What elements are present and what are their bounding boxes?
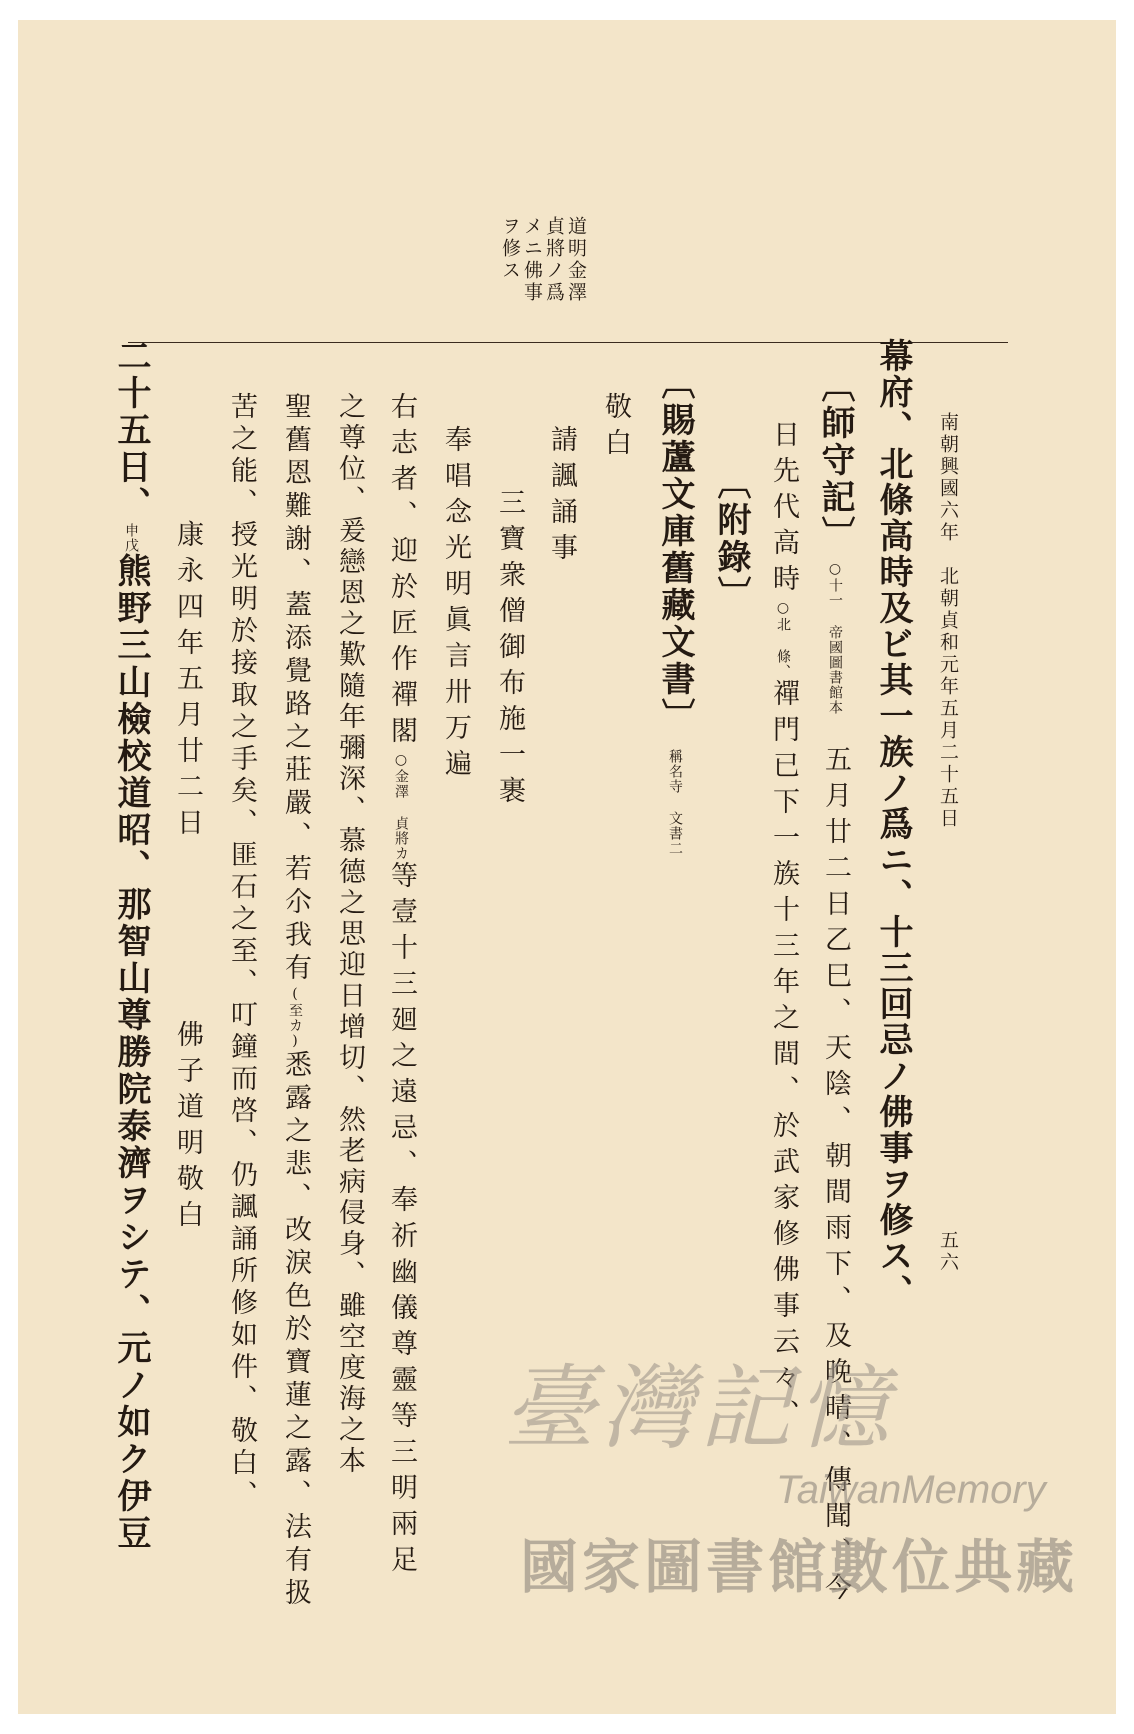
source-2-block [655, 365, 695, 856]
doc-line: 敬白 [600, 392, 631, 464]
entry-title: 幕府、北條高時及ビ其一族ノ爲ニ、十三回忌ノ佛事ヲ修ス、 [873, 338, 913, 1310]
source-2-note: 稱名寺 文書二 [667, 749, 683, 856]
margin-note-line: 貞將ノ爲 [543, 216, 565, 304]
next-entry: 二十五日、申戊熊野三山檢校道昭、那智山尊勝院泰濟ヲシテ、元ノ如ク伊豆 [111, 338, 151, 1552]
page-number: 五六 [937, 1230, 959, 1274]
source-1-inline-note: ○北 條、 [775, 600, 791, 679]
doc-line: 之尊位、爰戀恩之歎隨年彌深、慕德之思迎日增切、然老病侵身、雖空度海之本 [334, 392, 365, 1477]
doc-signature: 佛子道明敬白 [172, 1020, 203, 1236]
source-2-title: 〔賜蘆文庫舊藏文書〕 [655, 365, 695, 735]
watermark-chinese: 國家圖書館數位典藏 [520, 1533, 1079, 1601]
doc-line: 請諷誦事 [546, 425, 577, 569]
doc-line: 三寶衆僧御布施一裹 [494, 488, 525, 812]
appendix-heading: 〔附錄〕 [711, 465, 751, 613]
doc-line: 奉唱念光明眞言卅万遍 [440, 425, 471, 785]
margin-note-line: 道明金澤 [565, 216, 587, 304]
source-1-note: ○十一 帝國圖書館本 [827, 561, 843, 715]
document-page [18, 20, 1116, 1714]
running-header: 南朝興國六年 北朝貞和元年五月二十五日 [937, 412, 959, 830]
doc-line: 聖舊恩難謝、蓋添覺路之莊嚴、若尒我有(至カ)悉露之悲、改淚色於寶蓮之露、法有扱 [280, 392, 311, 1611]
doc-line: 苦之能、授光明於接取之手矣、匪石之至、叮鐘而啓、仍諷誦所修如件、敬白、 [226, 392, 257, 1512]
source-1-title: 〔師守記〕 [815, 368, 855, 553]
source-1-line-2: 日先代高時○北 條、禪門已下一族十三年之間、於武家修佛事云々、 [768, 420, 799, 1435]
doc-inline-note: (至カ) [287, 986, 303, 1050]
margin-note-line: ヲ修ス [499, 216, 521, 282]
margin-note-line: メニ佛事 [521, 216, 543, 304]
next-entry-note: 申戊 [123, 523, 139, 553]
doc-date: 康永四年五月廿二日 [172, 520, 203, 844]
doc-line: 右志者、迎於匠作禪閣○金澤 貞將カ等壹十三廻之遠忌、奉祈幽儀尊靈等三明兩足 [386, 392, 417, 1581]
source-1-line-1: 五月廿二日乙巳、天陰、朝間雨下、及晚晴、傳聞、今 [820, 745, 851, 1609]
doc-inline-note: ○金澤 貞將カ [393, 752, 409, 861]
watermark-english: TaiwanMemory [776, 1468, 1046, 1512]
watermark-logo: 臺灣記憶 [503, 1355, 896, 1462]
